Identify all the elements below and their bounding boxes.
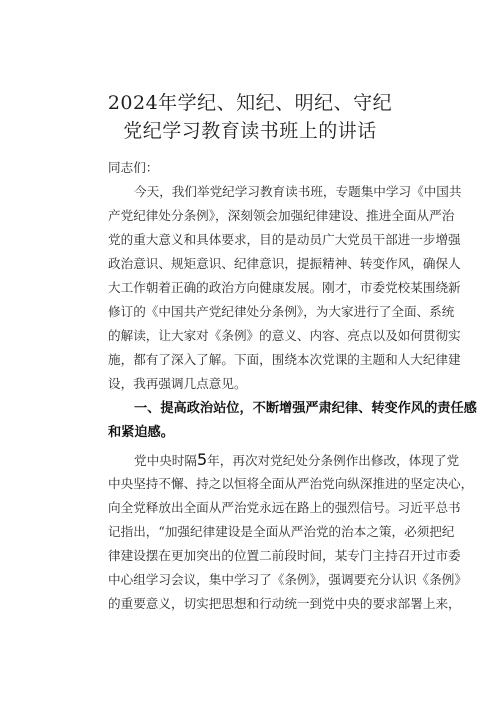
document-title-line-1: 2024年学纪、知纪、明纪、守纪 xyxy=(107,92,393,114)
paragraph-line: 今天，我们举党纪学习教育读书班，专题集中学习《中国共 xyxy=(134,184,462,199)
salutation: 同志们： xyxy=(108,160,159,175)
paragraph-line: 政治意识、规矩意识、纪律意识，提振精神、转变作风，确保人 xyxy=(108,256,461,271)
paragraph-line: 产党纪律处分条例》，深刻领会加强纪律建设、推进全面从严治 xyxy=(108,208,455,223)
paragraph-line: 设，我再强调几点意见。 xyxy=(108,376,247,391)
paragraph-text: 党中央时隔 xyxy=(134,453,197,468)
paragraph-text: 年，再次对党纪处分条例作出修改，体现了党 xyxy=(207,453,460,468)
paragraph-line: 的重要意义，切实把思想和行动统一到党中央的要求部署上来， xyxy=(108,596,461,611)
paragraph-line: 的解读，让大家对《条例》的意义、内容、亮点以及如何贯彻实 xyxy=(108,328,461,343)
paragraph-line: 施，都有了深入了解。下面，围绕本次党课的主题和人大纪律建 xyxy=(108,352,461,367)
paragraph-line: 中心组学习会议，集中学习了《条例》，强调要充分认识《条例》 xyxy=(108,572,467,587)
paragraph-line: 记指出，“加强纪律建设是全面从严治党的治本之策，必须把纪 xyxy=(108,524,455,539)
paragraph-line: 修订的《中国共产党纪律处分条例》，为大家进行了全面、系统 xyxy=(108,304,455,319)
paragraph-line: 党的重大意义和具体要求，目的是动员广大党员干部进一步增强 xyxy=(108,232,461,247)
paragraph-line: 向全党释放出全面从严治党永远在路上的强烈信号。习近平总书 xyxy=(108,500,461,515)
paragraph-line: 大工作朝着正确的政治方向健康发展。刚才，市委党校某围绕新 xyxy=(108,280,461,295)
paragraph-line: 律建设摆在更加突出的位置二前段时间，某专门主持召开过市委 xyxy=(108,548,461,563)
section-heading-line-1: 一、提高政治站位，不断增强严肃纪律、转变作风的责任感 xyxy=(134,401,477,416)
section-heading-line-2: 和紧迫感。 xyxy=(108,425,174,440)
paragraph-line: 中央坚持不懈、持之以恒将全面从严治党向纵深推进的坚定决心， xyxy=(108,476,474,491)
paragraph-number: 5 xyxy=(196,450,208,469)
document-title-line-2: 党纪学习教育读书班上的讲话 xyxy=(123,120,377,142)
paragraph-line xyxy=(134,450,460,469)
